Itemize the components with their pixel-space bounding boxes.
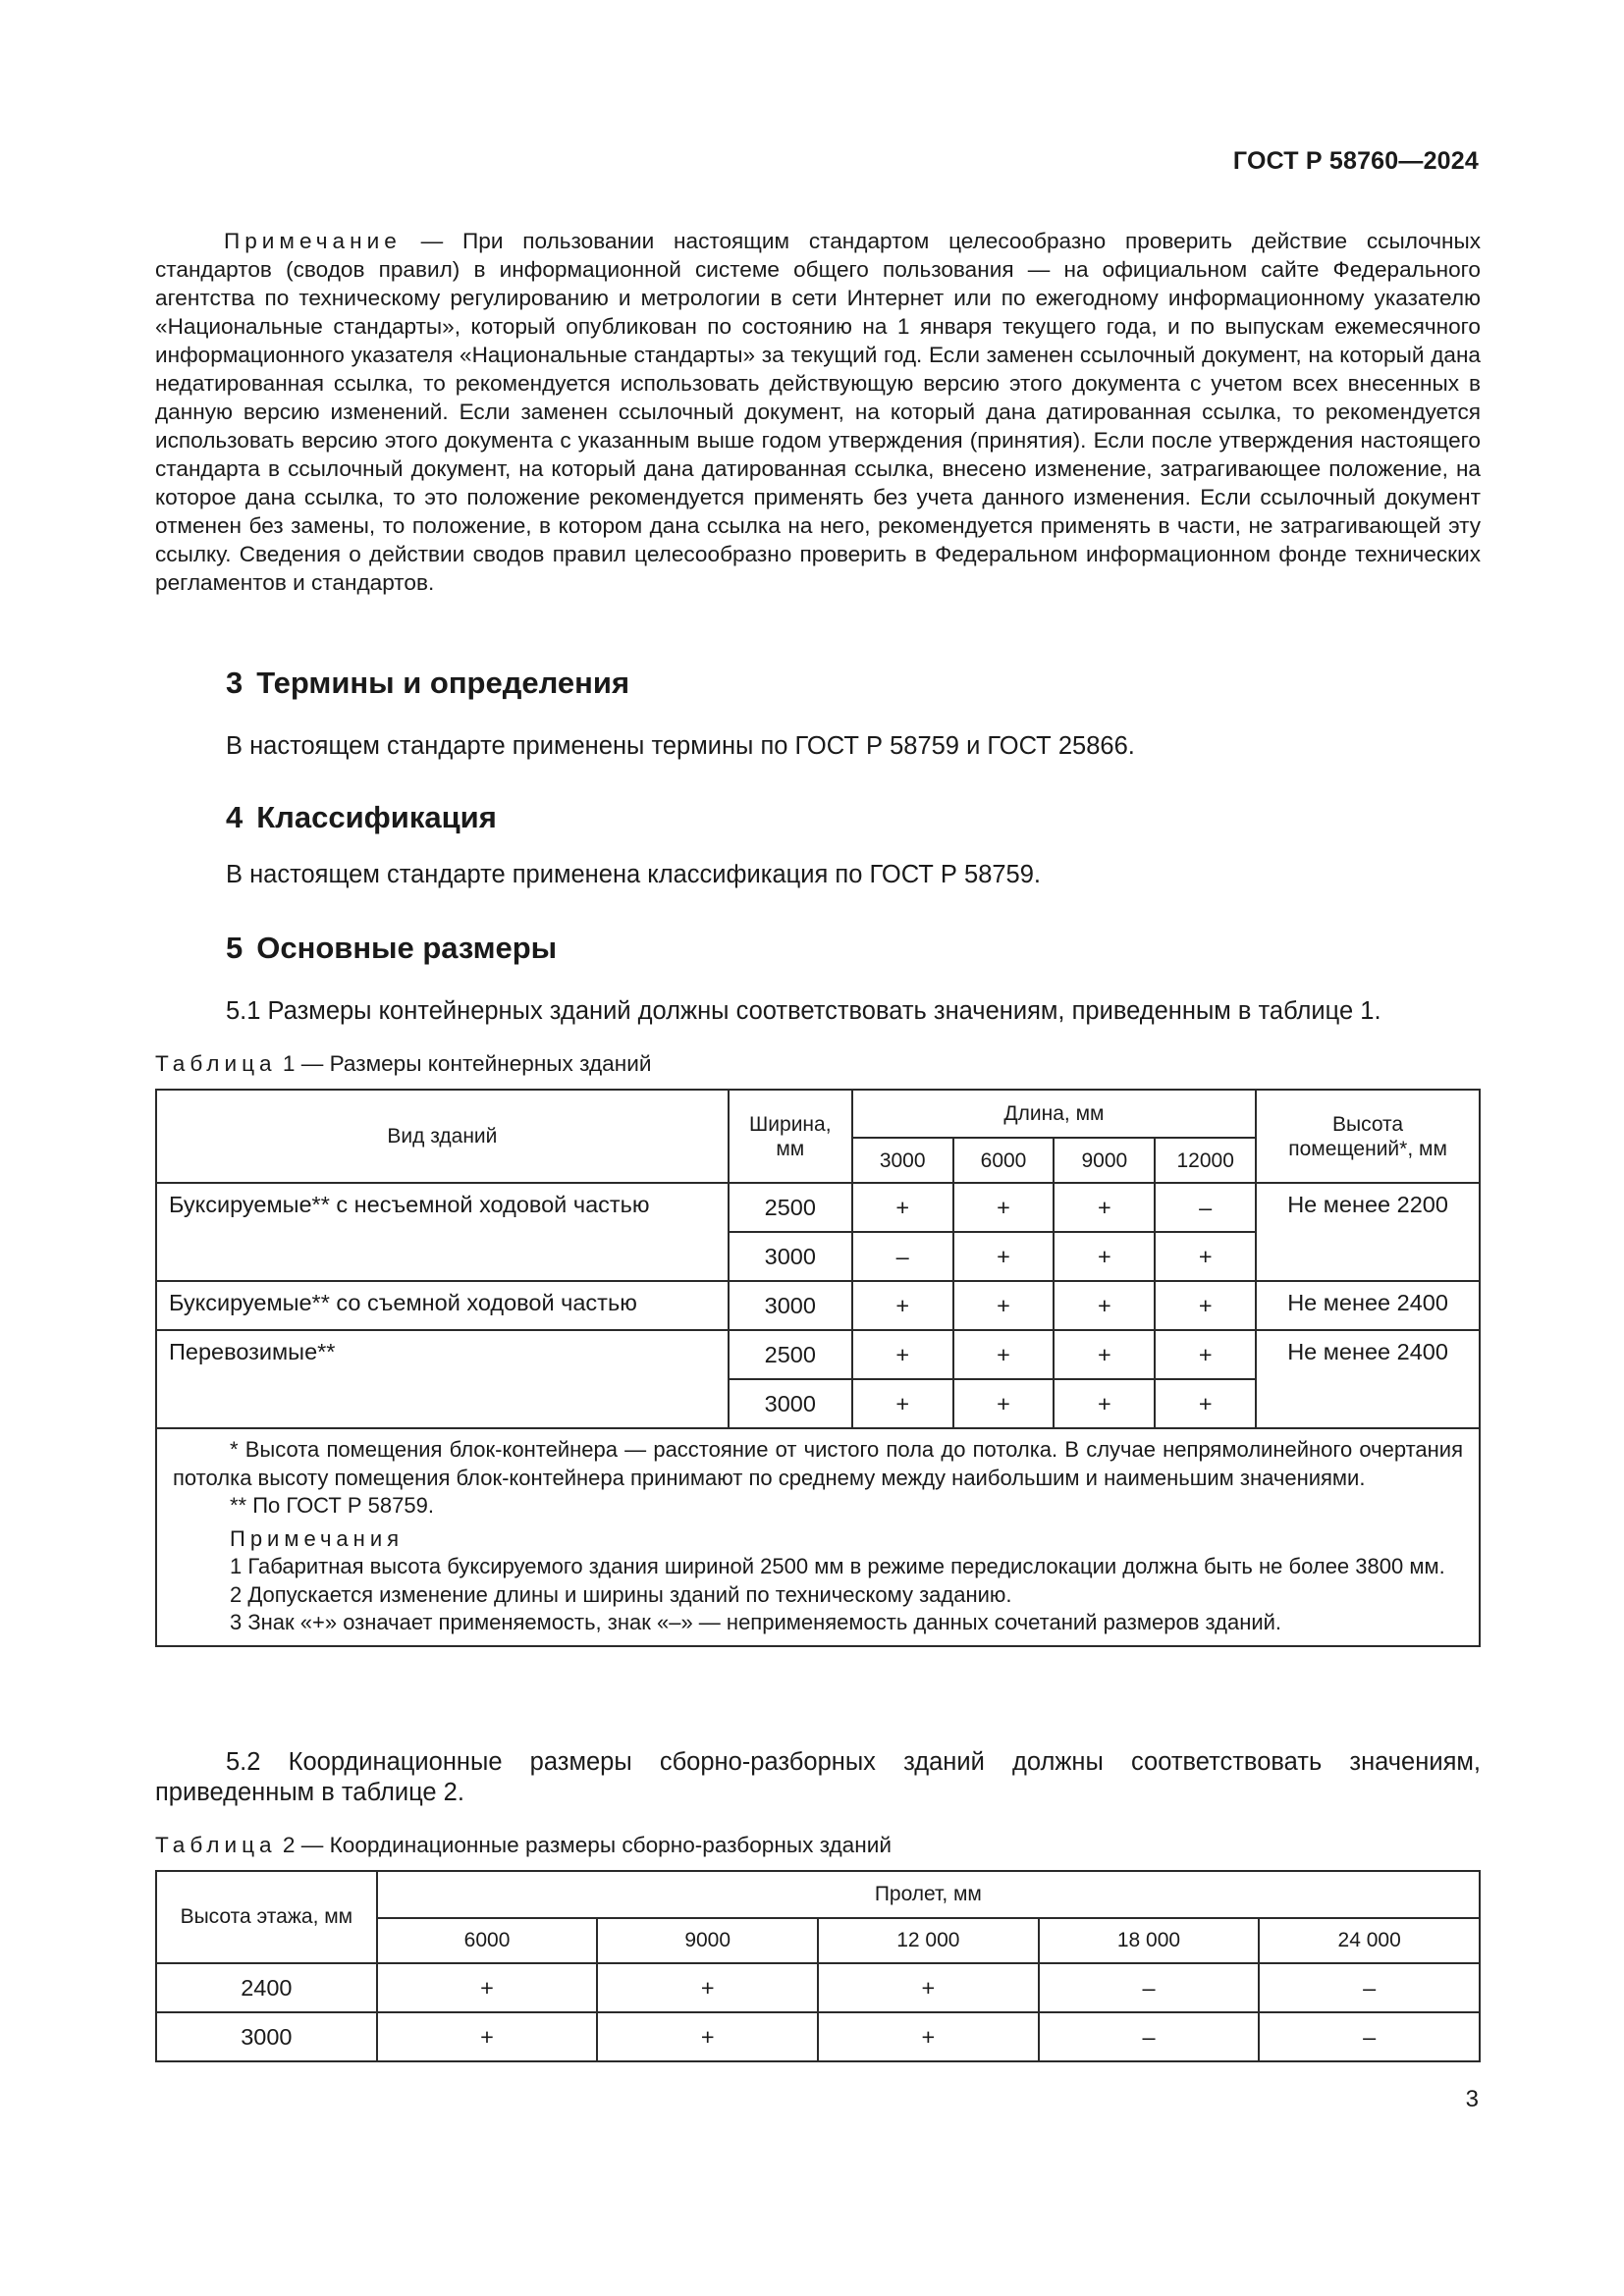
section-4-title: Классификация [256, 800, 497, 834]
table-2-caption-label: Таблица [155, 1833, 277, 1857]
table-1-caption-label: Таблица [155, 1051, 277, 1076]
section-3-text: В настоящем стандарте применены термины по ГОСТ Р 58759 и ГОСТ 25866. [226, 732, 1135, 760]
header-length-3000: 3000 [852, 1138, 953, 1183]
applicability-cell: – [1039, 2012, 1260, 2061]
section-5-2-text: 5.2 Координационные размеры сборно-разборных зданий должны соответствовать значениям, приведенным в таблице 2. [155, 1748, 1481, 1806]
width-cell: 3000 [729, 1379, 852, 1428]
applicability-cell: + [852, 1281, 953, 1330]
applicability-cell: + [1155, 1281, 1256, 1330]
width-cell: 3000 [729, 1281, 852, 1330]
page-number: 3 [1465, 2086, 1479, 2112]
section-4-text: В настоящем стандарте применена классификация по ГОСТ Р 58759. [226, 861, 1042, 888]
note-text: — При пользовании настоящим стандартом целесообразно проверить действие ссылочных стандартов (сводов правил) в информационной системе общего пользования — на официальном сайте Федерального агентства по техническому регулированию и метрологии в сети Интернет или по ежегодному информационному указателю «Национальные стандарты», который опубликован по состоянию на 1 января текущего года, и по выпускам ежемесячного информационного указателя «Национальные стандарты» за текущий год. Если заменен ссылочный документ, на который дана недатированная ссылка, то рекомендуется использовать действующую версию этого документа с учетом всех внесенных в данную версию изменений. Если заменен ссылочный документ, на который дана датированная ссылка, то рекомендуется использовать версию этого документа с указанным выше годом утверждения (принятия). Если после утверждения настоящего стандарта в ссылочный документ, на который дана датированная ссылка, внесено изменение, затрагивающее положение, на которое дана ссылка, то это положение рекомендуется применять без учета данного изменения. Если ссылочный документ отменен без замены, то положение, в котором дана ссылка на него, рекомендуется применять в части, не затрагивающей эту ссылку. Сведения о действии сводов правил целесообразно проверить в Федеральном информационном фонде технических регламентов и стандартов. [155, 229, 1482, 595]
applicability-cell: + [953, 1281, 1055, 1330]
table-1-caption [155, 1051, 651, 1077]
applicability-cell: + [818, 1963, 1039, 2012]
header-span: Пролет, мм [377, 1871, 1480, 1918]
width-cell: 2500 [729, 1183, 852, 1232]
note-3: 3 Знак «+» означает применяемость, знак «–» — неприменяемость данных сочетаний размеров зданий. [230, 1610, 1282, 1634]
header-span-6000: 6000 [377, 1918, 598, 1963]
row-label-towed-fixed: Буксируемые** с несъемной ходовой частью [156, 1183, 729, 1281]
row-label-towed-removable: Буксируемые** со съемной ходовой частью [156, 1281, 729, 1330]
notes-title: Примечания [230, 1525, 405, 1551]
header-span-9000: 9000 [597, 1918, 818, 1963]
header-length-12000: 12000 [1155, 1138, 1256, 1183]
header-room-height: Высота помещений*, мм [1256, 1090, 1480, 1183]
header-span-18000: 18 000 [1039, 1918, 1260, 1963]
floor-height-cell: 3000 [156, 2012, 377, 2061]
table-1-caption-text: 1 — Размеры контейнерных зданий [282, 1051, 652, 1076]
table-row [156, 1281, 1480, 1330]
row-label-transportable: Перевозимые** [156, 1330, 729, 1428]
height-cell: Не менее 2200 [1256, 1183, 1480, 1281]
note-1: 1 Габаритная высота буксируемого здания шириной 2500 мм в режиме передислокации должна быть не более 3800 мм. [230, 1554, 1445, 1578]
applicability-cell: + [1155, 1232, 1256, 1281]
applicability-cell: + [953, 1232, 1055, 1281]
applicability-cell: + [1054, 1232, 1155, 1281]
section-3-title: Термины и определения [256, 666, 630, 700]
applicability-cell: – [1039, 1963, 1260, 2012]
applicability-cell: + [953, 1183, 1055, 1232]
width-cell: 3000 [729, 1232, 852, 1281]
height-cell: Не менее 2400 [1256, 1281, 1480, 1330]
applicability-cell: + [1054, 1183, 1155, 1232]
footnote-gost-reference: ** По ГОСТ Р 58759. [230, 1493, 434, 1518]
section-3-number: 3 [226, 666, 244, 700]
applicability-cell: – [1259, 2012, 1480, 2061]
section-4-heading [226, 800, 497, 835]
references-note [155, 227, 1481, 597]
applicability-cell: + [597, 1963, 818, 2012]
table-2 [155, 1870, 1481, 2062]
applicability-cell: + [1155, 1379, 1256, 1428]
applicability-cell: – [852, 1232, 953, 1281]
note-2: 2 Допускается изменение длины и ширины зданий по техническому заданию. [230, 1581, 1012, 1607]
width-cell: 2500 [729, 1330, 852, 1379]
table-row [156, 1183, 1480, 1232]
footnote-room-height: * Высота помещения блок-контейнера — расстояние от чистого пола до потолка. В случае непрямолинейного очертания потолка высоту помещения блок-контейнера принимают по среднему между наибольшим и наименьшим значениями. [173, 1437, 1463, 1490]
section-5-heading [226, 931, 557, 966]
applicability-cell: + [1054, 1330, 1155, 1379]
applicability-cell: + [953, 1330, 1055, 1379]
header-length-9000: 9000 [1054, 1138, 1155, 1183]
table-1-footnotes [156, 1428, 1480, 1646]
header-length: Длина, мм [852, 1090, 1256, 1138]
applicability-cell: – [1259, 1963, 1480, 2012]
header-length-6000: 6000 [953, 1138, 1055, 1183]
table-1 [155, 1089, 1481, 1647]
applicability-cell: + [818, 2012, 1039, 2061]
section-5-title: Основные размеры [256, 931, 558, 965]
applicability-cell: + [1054, 1379, 1155, 1428]
applicability-cell: + [1054, 1281, 1155, 1330]
table-row [156, 1963, 1480, 2012]
applicability-cell: + [597, 2012, 818, 2061]
applicability-cell: – [1155, 1183, 1256, 1232]
document-code: ГОСТ Р 58760—2024 [1232, 147, 1479, 175]
section-5-1-text: 5.1 Размеры контейнерных зданий должны соответствовать значениям, приведенным в таблице 1. [226, 997, 1381, 1025]
applicability-cell: + [1155, 1330, 1256, 1379]
header-span-24000: 24 000 [1259, 1918, 1480, 1963]
applicability-cell: + [953, 1379, 1055, 1428]
floor-height-cell: 2400 [156, 1963, 377, 2012]
table-row [156, 1330, 1480, 1379]
height-cell: Не менее 2400 [1256, 1330, 1480, 1428]
table-row [156, 2012, 1480, 2061]
header-span-12000: 12 000 [818, 1918, 1039, 1963]
header-floor-height: Высота этажа, мм [156, 1871, 377, 1963]
table-2-caption-text: 2 — Координационные размеры сборно-разборных зданий [282, 1833, 892, 1857]
header-building-type: Вид зданий [156, 1090, 729, 1183]
applicability-cell: + [377, 2012, 598, 2061]
section-5-number: 5 [226, 931, 244, 965]
applicability-cell: + [852, 1379, 953, 1428]
header-width: Ширина, мм [729, 1090, 852, 1183]
applicability-cell: + [377, 1963, 598, 2012]
applicability-cell: + [852, 1330, 953, 1379]
note-label: Примечание [224, 229, 402, 253]
section-3-heading [226, 666, 629, 701]
section-4-number: 4 [226, 800, 244, 834]
table-2-caption [155, 1833, 892, 1858]
applicability-cell: + [852, 1183, 953, 1232]
